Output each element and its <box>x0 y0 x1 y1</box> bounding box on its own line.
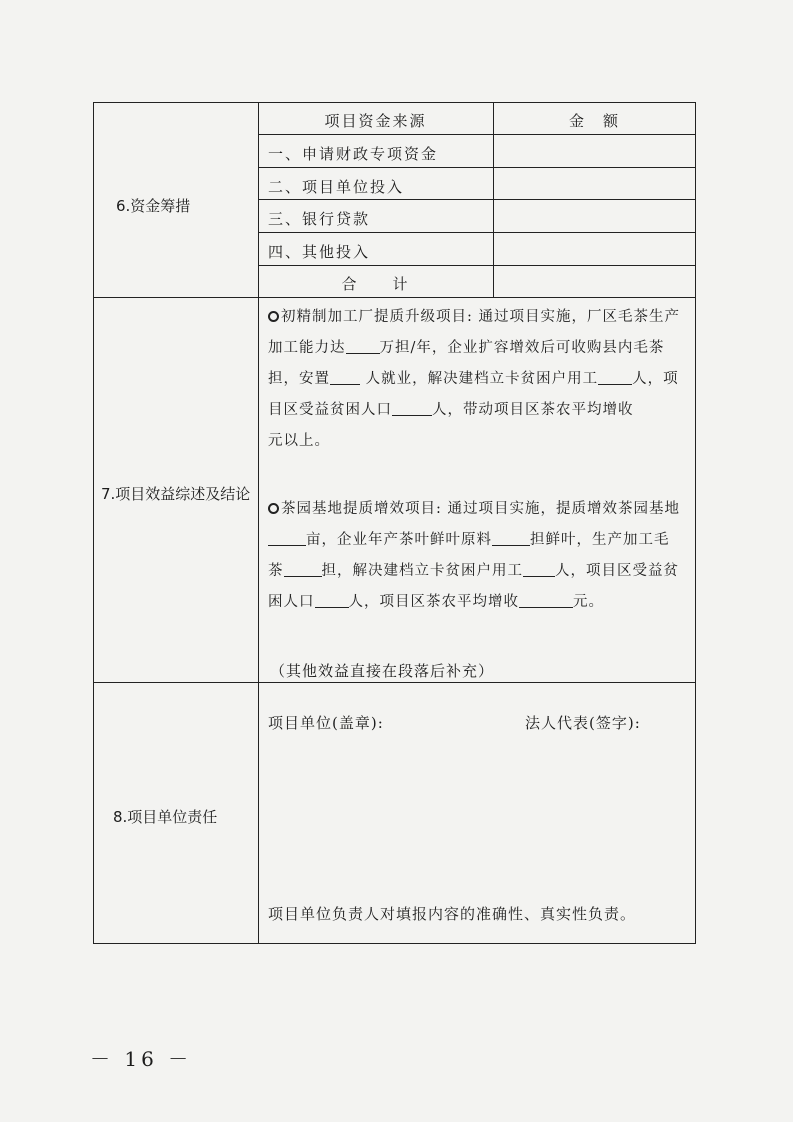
bullet-icon <box>268 311 279 322</box>
fresh-leaf-blank[interactable] <box>492 531 530 546</box>
source-item: 四、其他投入 <box>268 243 371 261</box>
benefit-paragraph-processing: 初精制加工厂提质升级项目: 通过项目实施，厂区毛茶生产 加工能力达 万担/年，企业扩容增效后可收购县内毛茶 担，安置 人就业，解决建档立卡贫困户用工 人，项 目区受益贫困人口 人，带动项目区茶农平均增收 元以上。 <box>268 309 680 449</box>
capacity-blank[interactable] <box>346 339 380 354</box>
column-divider <box>258 102 259 944</box>
section-divider <box>93 682 696 683</box>
income-increase-blank[interactable] <box>519 593 573 608</box>
benefits-note: （其他效益直接在段落后补充） <box>270 662 495 680</box>
page-number: － 16 － <box>90 1047 193 1071</box>
acreage-blank[interactable] <box>268 531 306 546</box>
row-divider <box>258 134 696 135</box>
bullet-icon <box>268 503 279 514</box>
funding-row-label: 6.资金筹措 <box>116 197 191 215</box>
unit-seal-label: 项目单位(盖章): <box>268 714 384 732</box>
benefits-row-label: 7.项目效益综述及结论 <box>101 485 251 503</box>
beneficiary-blank[interactable] <box>392 401 432 416</box>
section-divider <box>93 297 696 298</box>
source-header: 项目资金来源 <box>324 112 427 130</box>
raw-tea-blank[interactable] <box>284 562 322 577</box>
row-divider <box>258 167 696 168</box>
source-item: 二、项目单位投入 <box>268 178 405 196</box>
amount-header: 金 额 <box>568 112 620 130</box>
amount-column-divider <box>493 102 494 298</box>
row-divider <box>258 265 696 266</box>
row-divider <box>258 199 696 200</box>
source-item: 三、银行贷款 <box>268 210 371 228</box>
legal-rep-signature-label: 法人代表(签字): <box>525 714 641 732</box>
total-row-label: 合 计 <box>341 275 410 293</box>
poor-household-blank[interactable] <box>523 562 555 577</box>
responsibility-statement: 项目单位负责人对填报内容的准确性、真实性负责。 <box>268 905 637 923</box>
benefit-paragraph-plantation: 茶园基地提质增效项目: 通过项目实施，提质增效茶园基地 亩，企业年产茶叶鲜叶原料 担鲜叶，生产加工毛 茶 担，解决建档立卡贫困户用工 人，项目区受益贫 困人口 人，项目区茶农平均增收 元。 <box>268 501 680 610</box>
responsibility-row-label: 8.项目单位责任 <box>113 808 218 826</box>
source-item: 一、申请财政专项资金 <box>268 145 439 163</box>
beneficiary-blank[interactable] <box>315 593 349 608</box>
employment-blank[interactable] <box>330 370 360 385</box>
row-divider <box>258 232 696 233</box>
poor-household-blank[interactable] <box>598 370 632 385</box>
